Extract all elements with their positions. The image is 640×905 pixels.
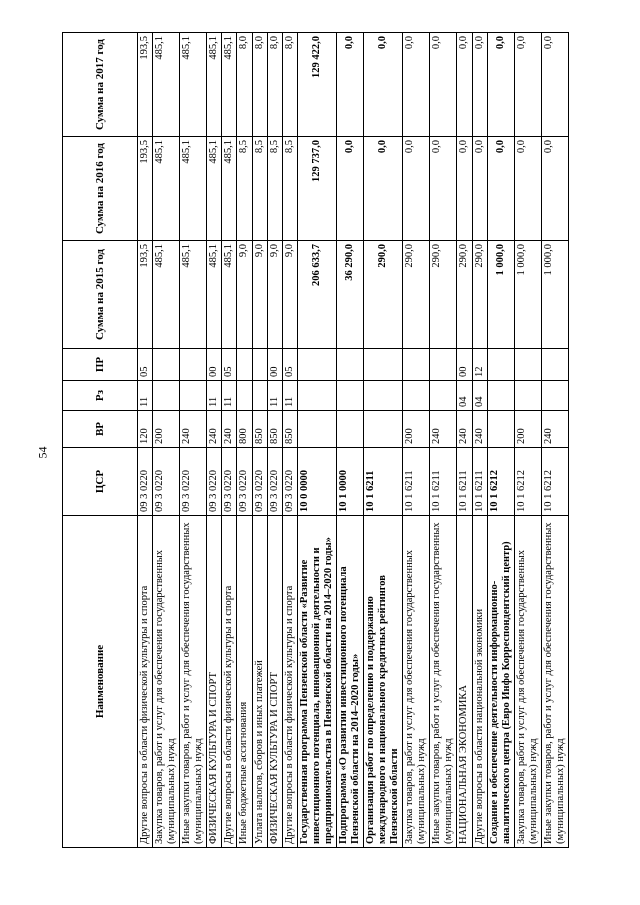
- row-csr-cell: 10 0 0000: [297, 448, 336, 516]
- row-vr-cell: 850: [267, 411, 282, 448]
- row-sum-2016-cell: 8,5: [282, 137, 297, 241]
- row-vr-cell: [364, 411, 403, 448]
- row-pr-cell: 05: [222, 349, 237, 381]
- row-rz-cell: 11: [282, 381, 297, 411]
- table-row: [457, 33, 472, 848]
- row-sum-2015-cell: 485,1: [180, 241, 207, 349]
- table-row: [487, 33, 514, 848]
- row-sum-2015-cell: 9,0: [282, 241, 297, 349]
- table-row: [153, 33, 180, 848]
- row-sum-2015-cell: 9,0: [267, 241, 282, 349]
- row-sum-2016-cell: 485,1: [153, 137, 180, 241]
- row-sum-2015-cell: 290,0: [472, 241, 487, 349]
- table-row: [267, 33, 282, 848]
- row-rz-cell: [364, 381, 403, 411]
- row-rz-cell: [430, 381, 457, 411]
- row-vr-cell: 240: [541, 411, 568, 448]
- header-sum-2016: Сумма на 2016 год: [63, 137, 138, 241]
- row-rz-cell: [153, 381, 180, 411]
- header-pr: ПР: [63, 349, 138, 381]
- row-pr-cell: [336, 349, 363, 381]
- header-vr: ВР: [63, 411, 138, 448]
- row-csr-cell: 09 3 0220: [207, 448, 222, 516]
- row-sum-2016-cell: 8,5: [267, 137, 282, 241]
- row-csr-cell: 10 1 6211: [364, 448, 403, 516]
- row-sum-2017-cell: 193,5: [138, 33, 153, 137]
- row-vr-cell: 200: [153, 411, 180, 448]
- table-row: [472, 33, 487, 848]
- row-name-cell: Уплата налогов, сборов и иных платежей: [252, 516, 267, 848]
- row-csr-cell: 10 1 6211: [403, 448, 430, 516]
- row-name-cell: Другие вопросы в области национальной экономики: [472, 516, 487, 848]
- row-sum-2017-cell: 0,0: [336, 33, 363, 137]
- row-name-cell: Создание и обеспечение деятельности информационно-аналитического центра (Евро Инфо Корреспондентский центр): [487, 516, 514, 848]
- table-row: [403, 33, 430, 848]
- row-pr-cell: [364, 349, 403, 381]
- row-sum-2017-cell: 485,1: [207, 33, 222, 137]
- row-rz-cell: [336, 381, 363, 411]
- row-sum-2015-cell: 193,5: [138, 241, 153, 349]
- row-sum-2015-cell: 290,0: [457, 241, 472, 349]
- row-rz-cell: [514, 381, 541, 411]
- header-sum-2017: Сумма на 2017 год: [63, 33, 138, 137]
- row-rz-cell: 11: [222, 381, 237, 411]
- row-sum-2016-cell: 8,5: [252, 137, 267, 241]
- row-sum-2017-cell: 485,1: [153, 33, 180, 137]
- row-sum-2015-cell: 485,1: [222, 241, 237, 349]
- row-pr-cell: [252, 349, 267, 381]
- row-sum-2015-cell: 1 000,0: [514, 241, 541, 349]
- row-csr-cell: 09 3 0220: [237, 448, 252, 516]
- row-name-cell: Организация работ по определению и поддержанию международного и национального кредитных рейтингов Пензенской области: [364, 516, 403, 848]
- row-rz-cell: 04: [457, 381, 472, 411]
- row-sum-2016-cell: 0,0: [472, 137, 487, 241]
- row-name-cell: Иные закупки товаров, работ и услуг для обеспечения государственных (муниципальных) нужд: [541, 516, 568, 848]
- budget-table: [62, 32, 569, 848]
- row-vr-cell: 240: [180, 411, 207, 448]
- table-row: [364, 33, 403, 848]
- row-vr-cell: 200: [514, 411, 541, 448]
- row-csr-cell: 09 3 0220: [222, 448, 237, 516]
- row-sum-2015-cell: 9,0: [252, 241, 267, 349]
- row-sum-2017-cell: 0,0: [430, 33, 457, 137]
- row-vr-cell: [336, 411, 363, 448]
- row-csr-cell: 10 1 6212: [541, 448, 568, 516]
- row-csr-cell: 10 1 6211: [457, 448, 472, 516]
- row-pr-cell: 05: [138, 349, 153, 381]
- table-row: [514, 33, 541, 848]
- header-rz: Рз: [63, 381, 138, 411]
- row-vr-cell: 240: [472, 411, 487, 448]
- table-body: [138, 33, 569, 848]
- row-sum-2017-cell: 8,0: [282, 33, 297, 137]
- row-sum-2017-cell: 0,0: [403, 33, 430, 137]
- row-sum-2015-cell: 206 633,7: [297, 241, 336, 349]
- row-vr-cell: 850: [282, 411, 297, 448]
- header-csr: ЦСР: [63, 448, 138, 516]
- row-name-cell: Иные бюджетные ассигнования: [237, 516, 252, 848]
- row-rz-cell: [403, 381, 430, 411]
- header-sum-2015: Сумма на 2015 год: [63, 241, 138, 349]
- row-rz-cell: [180, 381, 207, 411]
- row-pr-cell: [403, 349, 430, 381]
- row-name-cell: Закупка товаров, работ и услуг для обеспечения государственных (муниципальных) нужд: [514, 516, 541, 848]
- row-sum-2017-cell: 8,0: [252, 33, 267, 137]
- row-sum-2015-cell: 290,0: [430, 241, 457, 349]
- row-sum-2016-cell: 129 737,0: [297, 137, 336, 241]
- row-csr-cell: 10 1 6212: [487, 448, 514, 516]
- row-pr-cell: 00: [267, 349, 282, 381]
- row-sum-2015-cell: 290,0: [403, 241, 430, 349]
- row-name-cell: Иные закупки товаров, работ и услуг для обеспечения государственных (муниципальных) нужд: [430, 516, 457, 848]
- table-row: [207, 33, 222, 848]
- row-vr-cell: 800: [237, 411, 252, 448]
- row-vr-cell: 240: [207, 411, 222, 448]
- row-csr-cell: 10 1 0000: [336, 448, 363, 516]
- row-name-cell: Подпрограмма «О развитии инвестиционного потенциала Пензенской области на 2014–2020 годы»: [336, 516, 363, 848]
- row-sum-2017-cell: 0,0: [457, 33, 472, 137]
- row-name-cell: ФИЗИЧЕСКАЯ КУЛЬТУРА И СПОРТ: [207, 516, 222, 848]
- table-row: [138, 33, 153, 848]
- row-name-cell: Государственная программа Пензенской области «Развитие инвестиционного потенциала, инновационной деятельности и предпринимательства в Пензенской области на 2014–2020 годы»: [297, 516, 336, 848]
- row-sum-2016-cell: 0,0: [430, 137, 457, 241]
- row-sum-2016-cell: 0,0: [514, 137, 541, 241]
- row-sum-2016-cell: 485,1: [180, 137, 207, 241]
- row-vr-cell: 240: [457, 411, 472, 448]
- row-sum-2017-cell: 485,1: [222, 33, 237, 137]
- row-sum-2016-cell: 0,0: [487, 137, 514, 241]
- row-pr-cell: 12: [472, 349, 487, 381]
- row-name-cell: Закупка товаров, работ и услуг для обеспечения государственных (муниципальных) нужд: [153, 516, 180, 848]
- table-row: [297, 33, 336, 848]
- row-sum-2016-cell: 485,1: [207, 137, 222, 241]
- row-pr-cell: 00: [207, 349, 222, 381]
- table-row: [252, 33, 267, 848]
- row-sum-2017-cell: 0,0: [472, 33, 487, 137]
- row-sum-2017-cell: 485,1: [180, 33, 207, 137]
- row-sum-2017-cell: 0,0: [541, 33, 568, 137]
- row-rz-cell: [541, 381, 568, 411]
- table-row: [180, 33, 207, 848]
- row-rz-cell: [297, 381, 336, 411]
- row-vr-cell: [297, 411, 336, 448]
- row-sum-2015-cell: 9,0: [237, 241, 252, 349]
- row-csr-cell: 10 1 6212: [514, 448, 541, 516]
- table-container: [62, 33, 592, 848]
- row-sum-2015-cell: 1 000,0: [541, 241, 568, 349]
- table-row: [336, 33, 363, 848]
- table-row: [541, 33, 568, 848]
- row-csr-cell: 10 1 6211: [472, 448, 487, 516]
- row-pr-cell: 05: [282, 349, 297, 381]
- row-pr-cell: [180, 349, 207, 381]
- row-csr-cell: 10 1 6211: [430, 448, 457, 516]
- row-sum-2016-cell: 0,0: [336, 137, 363, 241]
- row-rz-cell: 11: [138, 381, 153, 411]
- row-vr-cell: 240: [430, 411, 457, 448]
- row-sum-2016-cell: 193,5: [138, 137, 153, 241]
- row-pr-cell: [153, 349, 180, 381]
- rotated-table-area: [62, 33, 592, 848]
- header-name: Наименование: [63, 516, 138, 848]
- row-sum-2017-cell: 129 422,0: [297, 33, 336, 137]
- row-sum-2016-cell: 0,0: [403, 137, 430, 241]
- row-pr-cell: [430, 349, 457, 381]
- row-sum-2017-cell: 0,0: [364, 33, 403, 137]
- row-sum-2015-cell: 290,0: [364, 241, 403, 349]
- row-pr-cell: [297, 349, 336, 381]
- row-csr-cell: 09 3 0220: [153, 448, 180, 516]
- row-name-cell: Иные закупки товаров, работ и услуг для обеспечения государственных (муниципальных) нужд: [180, 516, 207, 848]
- row-csr-cell: 09 3 0220: [252, 448, 267, 516]
- row-pr-cell: 00: [457, 349, 472, 381]
- row-name-cell: Другие вопросы в области физической культуры и спорта: [282, 516, 297, 848]
- row-vr-cell: [487, 411, 514, 448]
- row-name-cell: Другие вопросы в области физической культуры и спорта: [222, 516, 237, 848]
- row-vr-cell: 120: [138, 411, 153, 448]
- row-name-cell: Закупка товаров, работ и услуг для обеспечения государственных (муниципальных) нужд: [403, 516, 430, 848]
- row-sum-2015-cell: 485,1: [153, 241, 180, 349]
- row-csr-cell: 09 3 0220: [282, 448, 297, 516]
- row-vr-cell: 240: [222, 411, 237, 448]
- row-sum-2015-cell: 36 290,0: [336, 241, 363, 349]
- row-sum-2017-cell: 8,0: [237, 33, 252, 137]
- row-rz-cell: 04: [472, 381, 487, 411]
- row-name-cell: ФИЗИЧЕСКАЯ КУЛЬТУРА И СПОРТ: [267, 516, 282, 848]
- table-row: [430, 33, 457, 848]
- row-pr-cell: [514, 349, 541, 381]
- table-row: [282, 33, 297, 848]
- row-sum-2017-cell: 0,0: [514, 33, 541, 137]
- row-sum-2016-cell: 0,0: [364, 137, 403, 241]
- row-name-cell: Другие вопросы в области физической культуры и спорта: [138, 516, 153, 848]
- row-rz-cell: [252, 381, 267, 411]
- row-sum-2017-cell: 0,0: [487, 33, 514, 137]
- row-csr-cell: 09 3 0220: [267, 448, 282, 516]
- row-name-cell: НАЦИОНАЛЬНАЯ ЭКОНОМИКА: [457, 516, 472, 848]
- row-sum-2017-cell: 8,0: [267, 33, 282, 137]
- page-number: 54: [35, 446, 50, 459]
- row-pr-cell: [487, 349, 514, 381]
- table-row: [222, 33, 237, 848]
- row-rz-cell: 11: [267, 381, 282, 411]
- row-sum-2016-cell: 485,1: [222, 137, 237, 241]
- row-sum-2015-cell: 485,1: [207, 241, 222, 349]
- row-sum-2016-cell: 0,0: [541, 137, 568, 241]
- row-sum-2016-cell: 0,0: [457, 137, 472, 241]
- row-vr-cell: 200: [403, 411, 430, 448]
- row-sum-2015-cell: 1 000,0: [487, 241, 514, 349]
- row-pr-cell: [237, 349, 252, 381]
- row-rz-cell: [487, 381, 514, 411]
- table-row: [237, 33, 252, 848]
- row-csr-cell: 09 3 0220: [138, 448, 153, 516]
- table-header-row: [63, 33, 138, 848]
- row-vr-cell: 850: [252, 411, 267, 448]
- row-sum-2016-cell: 8,5: [237, 137, 252, 241]
- row-pr-cell: [541, 349, 568, 381]
- row-rz-cell: 11: [207, 381, 222, 411]
- row-csr-cell: 09 3 0220: [180, 448, 207, 516]
- row-rz-cell: [237, 381, 252, 411]
